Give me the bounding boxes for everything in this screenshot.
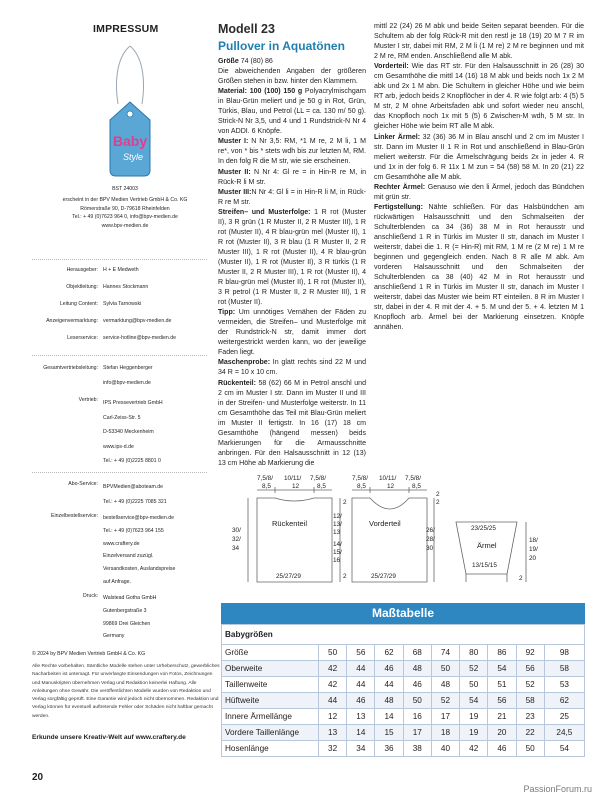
table-row (222, 725, 585, 741)
entry-label: Anzeigenvermarktung: (46, 318, 98, 324)
table-cell: 44 (347, 661, 375, 677)
paragraph-text: mittl 22 (24) 26 M abk und beide Seiten separat beenden. Für die Schultern ab der folg Rück-R mit den restl je 18 (19) 20 M 7 R im Muster I str, dabei mit RM, 2 M li (1 M re) 2 M re beginnen und mit 2 M re, RM enden. Anschließend alle M abk. (374, 23, 584, 61)
table-cell: 86 (488, 645, 516, 661)
table-cell: 40 (431, 741, 459, 757)
dim-label: 34 (232, 545, 240, 552)
entry-label: Herausgeber: (66, 267, 98, 273)
dim-label: 10/11/ (379, 475, 397, 482)
dim-label: 2 (343, 499, 347, 506)
table-cell: 21 (488, 709, 516, 725)
dim-label: 7,5/8/ (352, 475, 368, 482)
entry-line: Tel.: + 49 (0)2225 8801 0 (103, 458, 161, 464)
entry-value: service-hotline@bpv-medien.de (103, 335, 177, 341)
paragraph (218, 208, 366, 308)
table-cell: 23 (516, 709, 544, 725)
publisher-line: Römerstraße 90, D-79618 Rheinfelden (80, 205, 170, 212)
dim-label: 2 (519, 575, 523, 582)
legal-text: Alle Rechte vorbehalten. Sämtliche Modelle stehen unter Urheberschutz, gewerbliches Nacharbeiten ist untersagt. Für unverlangte Einsendungen von Fotos, Zeichnungen und Manuskripten übernehmen Verlag und Redaktion keinerlei Haftung. Alle Anleitungen ohne Gewähr. Die veröffentlichten Modelle wurden von Redaktion und Verlag sorgfältig geprüft. Eine Garantie wird jedoch nicht übernommen. Redaktion und Verlag können für eventuell auftretende Fehler oder Schäden nicht haftbar gemacht werden. (32, 664, 220, 719)
model-title: Pullover in Aquatönen (218, 39, 345, 53)
dim-label: 26/ (426, 527, 435, 534)
dim-label: 8,5 (317, 483, 326, 490)
dim-label: 8,5 (262, 483, 271, 490)
front-piece-outline (352, 498, 427, 582)
publisher-block (22, 196, 228, 230)
table-cell: 62 (544, 693, 584, 709)
paragraph-text: Die abweichenden Angaben der größeren Größen stehen in bzw. hinter den Klammern. (218, 68, 366, 86)
paragraph-heading: Tipp: (218, 309, 236, 317)
dim-label: 7,5/8/ (310, 475, 326, 482)
table-cell: 48 (431, 677, 459, 693)
entry-line: Stefan Heggenberger (103, 365, 153, 371)
entry-line: Walstead Gotha GmbH (103, 595, 157, 601)
table-cell: 18 (431, 725, 459, 741)
copyright: © 2024 by BPV Medien Vertrieb GmbH & Co. KG (32, 651, 146, 657)
table-row (222, 645, 585, 661)
dim-label: 13/15/15 (472, 562, 497, 569)
paragraph-text: N Nr 3,5: RM, *1 M re, 2 M li, 1 M re*, von * bis * stets wdh bis zur letzten M, RM. In den folg R die M str, wie sie erscheinen. (218, 138, 366, 166)
table-cell: 24,5 (544, 725, 584, 741)
table-row (222, 709, 585, 725)
table-cell: 12 (319, 709, 347, 725)
size-table-title: Maßtabelle (221, 603, 585, 624)
row-label: Innere Ärmellänge (222, 709, 319, 725)
entry-line: IPS Pressevertrieb GmbH (103, 400, 163, 406)
table-cell: 50 (319, 645, 347, 661)
entry-line: auf Anfrage. (103, 578, 131, 585)
entry-value (103, 512, 218, 589)
entry-line: D-53340 Meckenheim (103, 429, 154, 435)
paragraph-heading: Linker Ärmel: (374, 133, 421, 141)
table-cell: 56 (516, 661, 544, 677)
row-label: Hosenlänge (222, 741, 319, 757)
paragraph-heading: Größe (218, 58, 239, 65)
table-cell: 53 (544, 677, 584, 693)
table-cell: 14 (375, 709, 403, 725)
entry-line: Versandkosten, Auslandspreise (103, 566, 176, 573)
table-cell: 50 (431, 661, 459, 677)
paragraph (374, 183, 584, 203)
entry-line: info@bpv-medien.de (103, 379, 151, 386)
entry-value (103, 480, 218, 509)
table-cell: 15 (375, 725, 403, 741)
dim-label: 30 (426, 545, 434, 552)
row-label: Oberweite (222, 661, 319, 677)
table-cell: 20 (488, 725, 516, 741)
paragraph-heading: Muster I: (218, 138, 249, 146)
piece-name: Ärmel (477, 541, 497, 550)
paragraph-text: Polyacrylmischgarn in Blau-Grün meliert und je 50 g in Rot, Grün, Türkis, Blau, und Petrol (LL = ca. 130 m/ 50 g). Strick-N Nr 3,5, und 4 und 1 Rundstrick-N Nr 4 von ADDI. 6 Knöpfe. (218, 88, 366, 136)
pattern-schematic (222, 470, 592, 600)
table-cell: 80 (460, 645, 488, 661)
dim-label: 30/ (232, 527, 241, 534)
paragraph-heading: Streifen– und Musterfolge: (218, 208, 311, 216)
row-label: Taillenweite (222, 677, 319, 693)
table-cell: 51 (488, 677, 516, 693)
paragraph-heading: Material: 100 (100) 150 g (218, 88, 303, 96)
dim-label: 2 (436, 491, 440, 498)
dim-label: 10/11/ (284, 475, 302, 482)
paragraph-heading: Fertigstellung: (374, 203, 423, 211)
dim-label: 12 (292, 483, 300, 490)
dim-label: 16 (333, 557, 341, 564)
table-cell: 54 (544, 741, 584, 757)
paragraph-text: Wie das RT str. Für den Halsausschnitt in 26 (28) 30 cm Gesamthöhe die mittl 14 (16) 18 M abk und beids noch 1x 2 M abk und 2x 1 M abn. Die Schultern in gleicher Höhe und wie beim RT arb, jedoch beids 2 Knopflöcher in der 4. R wie folgt arb: 4 (5) 5 M str, 2 M ohne Arbeitsfaden abk und sofort wieder neu anschl, das Knopfloch noch 1x mit 5 (5) 6 Zwischen-M wdh, 5 M str. In gleicher Höhe wie beim RT alle M abk. (374, 63, 584, 131)
entry-line: BPVMedien@aboteam.de (103, 484, 164, 490)
entry-line: Einzelversand zuzügl. (103, 553, 154, 560)
row-label: Vordere Taillenlänge (222, 725, 319, 741)
table-cell: 58 (544, 661, 584, 677)
table-cell: 19 (460, 709, 488, 725)
table-cell: 46 (375, 661, 403, 677)
paragraph-text: Genauso wie den li Ärmel, jedoch das Bündchen mit grün str. (374, 183, 584, 201)
entry-label: Leitung Content: (59, 301, 98, 307)
entry-value (103, 396, 218, 469)
entry-line: Germany (103, 633, 125, 640)
paragraph (218, 87, 366, 137)
paragraph-text: N Nr 4: Gl re = in Hin-R re M, in Rück-R li M str. (218, 168, 366, 186)
table-cell: 54 (488, 661, 516, 677)
paragraph-text: 1 R rot (Muster II), 3 R grün (1 R Muster II, 2 R Muster III), 1 R rot (Muster II), 4 R blau-grün mel (Muster II), 1 R rot (Muster II), 3 R blau (1 R Muster II, 2 R Muster III), 1 R rot (Muster II), 4 R blau-grün (Muster II), 1 R rot (Muster II), 3 R türkis (1 R Muster II, 2 R Muster III), 1 R rot (Muster II), 4 R blau-grün mel (Muster II), 1 R rot (Muster II), 3 R petrol (1 R Muster II, 2 R Muster III), 1 R rot (Muster II). (218, 208, 366, 307)
dim-label: 7,5/8/ (405, 475, 421, 482)
table-cell: 14 (347, 725, 375, 741)
paragraph-text: Um unnötiges Vernähen der Fäden zu vermeiden, die Streifen– und Musterfolge mit der Rundstrick-N str, damit immer dort weitergestrickt werden kann, wo der jeweilige Faden liegt. (218, 309, 366, 357)
table-cell: 25 (544, 709, 584, 725)
entry-value: vermarktung@bpv-medien.de (103, 318, 172, 324)
table-cell: 50 (460, 677, 488, 693)
dim-label: 23/25/25 (471, 525, 496, 532)
paragraph (218, 379, 366, 469)
paragraph (218, 188, 366, 208)
table-cell: 52 (516, 677, 544, 693)
entry-value: Sylvia Tarnowski (103, 301, 142, 307)
dim-label: 8,5 (357, 483, 366, 490)
entry-line: Tel.: + 49 (0)2225 7085 321 (103, 498, 167, 505)
table-cell: 42 (319, 661, 347, 677)
entry-label: Vertrieb: (78, 397, 98, 403)
table-cell: 13 (319, 725, 347, 741)
dim-label: 14/ (333, 541, 342, 548)
paragraph-text: 58 (62) 66 M in Petrol anschl und 2 cm im Muster I str. Dann im Muster II und III in der Streifen- und Musterfolge weiterstr. In 11 cm Gesamthöhe das Teil mit Blau-Grün meliert im Muster II fertigstr. In 16 (17) 18 cm Gesamthöhe (hängend messen) beids Markierungen für die Armausschnitte anbringen. Für den Halsausschnitt in 12 (13) 13 cm Höhe ab Markierung die (218, 379, 366, 467)
table-cell: 22 (516, 725, 544, 741)
dim-label: 12 (387, 483, 395, 490)
table-cell: 46 (347, 693, 375, 709)
entry-line: www.ips-d.de (103, 443, 134, 450)
paragraph (374, 133, 584, 183)
paragraph (218, 67, 366, 87)
table-header: Babygrößen (222, 625, 585, 645)
row-label: Größe (222, 645, 319, 661)
table-row (222, 741, 585, 757)
entry-line: www.craftery.de (103, 540, 140, 547)
divider (32, 355, 207, 356)
paragraph-heading: Vorderteil: (374, 63, 409, 71)
table-cell: 46 (403, 677, 431, 693)
back-piece-outline (257, 498, 332, 582)
divider (32, 472, 207, 473)
row-label: Hüftweite (222, 693, 319, 709)
table-cell: 42 (460, 741, 488, 757)
table-cell: 44 (319, 693, 347, 709)
publisher-line: erscheint in der BPV Medien Vertrieb GmbH & Co. KG (62, 197, 188, 203)
paragraph-heading: Muster III: (218, 188, 252, 196)
table-row (222, 661, 585, 677)
entry-value: Hannes Stockmann (103, 284, 149, 290)
craftery-promo: Erkunde unsere Kreativ-Welt auf www.craftery.de (32, 734, 186, 741)
table-cell: 34 (347, 741, 375, 757)
dim-label: 12/ (333, 513, 342, 520)
instructions-column-2 (374, 22, 584, 333)
paragraph (218, 137, 366, 167)
table-cell: 50 (516, 741, 544, 757)
instructions-column-1 (218, 57, 366, 469)
dim-label: 28/ (426, 536, 435, 543)
paragraph-heading: Rechter Ärmel: (374, 183, 426, 191)
entry-label: Objektleitung: (66, 284, 98, 290)
dim-label: 25/27/29 (371, 573, 396, 580)
entry-label: Einzelbestellservice: (51, 513, 98, 519)
divider (32, 259, 207, 260)
dim-label: 2 (436, 499, 440, 506)
table-cell: 50 (403, 693, 431, 709)
table-cell: 44 (375, 677, 403, 693)
table-cell: 58 (516, 693, 544, 709)
paragraph-text: Nähte schließen. Für das Halsbündchen am rückwärtigen Halsausschnitt und den Schmalseiten der Schulterblenden ca 34 (36) 38 M in Rot herausstr und anschließend 1 R in Türkis im Muster II str, danach im Muster I weiterstr, dabei die 1. R (= Hin-R) mit RM, 1 M re (2 M re) 1 M re beginnen und gegengleich enden. Nach 8 R alle M abk. Am vorderen Halsausschnitt und den Schmalseiten der Schulterblenden ca 38 (40) 42 M in Rot herausstr und anschließend 1 R in Türkis im Muster II str, danach im Muster I weiterstr, dabei das Muster wie beim RT einteilen. 8 R im Muster I str, dabei in der 4. R mit der 4. + 5. M und der 5. + 4. letzten M 1 Knopfloch arb. Ärmel bei der Markierung einsetzen. Knöpfe annähen. (374, 203, 584, 332)
table-row (222, 677, 585, 693)
entry-value (103, 592, 218, 643)
table-header-row (222, 625, 585, 645)
table-cell: 38 (403, 741, 431, 757)
dim-label: 2 (343, 573, 347, 580)
paragraph-heading: Maschenprobe: (218, 359, 271, 367)
table-cell: 56 (347, 645, 375, 661)
table-cell: 62 (375, 645, 403, 661)
paragraph (374, 203, 584, 334)
entry-line: Gutenbergstraße 3 (103, 607, 147, 614)
paragraph (218, 358, 366, 378)
table-cell: 16 (403, 709, 431, 725)
table-cell: 48 (375, 693, 403, 709)
bst-number: BST 24003 (112, 186, 138, 192)
table-cell: 13 (347, 709, 375, 725)
dim-label: 19/ (529, 546, 538, 553)
paragraph (374, 22, 584, 62)
dim-label: 7,5/8/ (257, 475, 273, 482)
entry-value: H + E Medweth (103, 267, 139, 273)
paragraph-text: In glatt rechts sind 22 M und 34 R = 10 x 10 cm. (218, 359, 366, 377)
publisher-line: www.bpv-medien.de (101, 222, 149, 229)
paragraph (218, 57, 366, 67)
table-cell: 36 (375, 741, 403, 757)
piece-name: Rückenteil (272, 519, 308, 528)
dim-label: 13 (333, 529, 341, 536)
table-cell: 42 (319, 677, 347, 693)
dim-label: 25/27/29 (276, 573, 301, 580)
paragraph-text: 74 (80) 86 (238, 58, 273, 65)
publisher-line: Tel.: + 49 (0)7623 964 0, info@bpv-medien.de (72, 214, 178, 221)
entry-value (103, 364, 218, 387)
table-cell: 92 (516, 645, 544, 661)
piece-name: Vorderteil (369, 519, 401, 528)
tag-text: Baby (112, 133, 148, 149)
paragraph-text: 32 (36) 36 M in Blau anschl und 2 cm im Muster I str. Dann im Muster II 1 R in Rot und anschließend in Blau-Grün meliert weiterstr. Für die Ärmelschrägung beids 2x in jeder 4. R und 1x in der folg 6. R 11x 1 M zun = 54 (58) 58 M. In 20 (21) 22 cm Gesamthöhe alle M abk. (374, 133, 584, 181)
table-cell: 17 (403, 725, 431, 741)
table-cell: 32 (319, 741, 347, 757)
entry-label: Abo-Service: (68, 481, 98, 487)
table-cell: 52 (460, 661, 488, 677)
baby-style-tag-logo (100, 42, 160, 187)
table-cell: 17 (431, 709, 459, 725)
paragraph-text: N Nr 4: Gl li = in Hin-R li M, in Rück-R re M str. (218, 188, 367, 206)
table-cell: 46 (488, 741, 516, 757)
table-cell: 48 (403, 661, 431, 677)
dim-label: 32/ (232, 536, 241, 543)
paragraph (218, 168, 366, 188)
entry-line: Carl-Zeiss-Str. 5 (103, 414, 141, 421)
watermark: PassionForum.ru (523, 784, 592, 794)
table-cell: 44 (347, 677, 375, 693)
dim-label: 18/ (529, 537, 538, 544)
table-cell: 68 (403, 645, 431, 661)
paragraph (218, 308, 366, 358)
entry-line: Tel.: + 49 (0)7623 964 155 (103, 527, 164, 534)
tag-subtext: Style (122, 152, 144, 162)
entry-line: bestellservice@bpv-medien.de (103, 515, 175, 521)
table-cell: 56 (488, 693, 516, 709)
dim-label: 13/ (333, 521, 342, 528)
paragraph-heading: Muster II: (218, 168, 251, 176)
entry-label: Gesamtvertriebsleitung: (43, 365, 98, 371)
table-cell: 54 (460, 693, 488, 709)
paragraph-heading: Rückenteil: (218, 379, 256, 387)
table-cell: 98 (544, 645, 584, 661)
table-row (222, 693, 585, 709)
page-number: 20 (32, 772, 44, 783)
entry-label: Druck: (83, 593, 98, 599)
size-table (221, 624, 585, 757)
model-number: Modell 23 (218, 22, 275, 36)
dim-label: 20 (529, 555, 537, 562)
entry-line: 99869 Drei Gleichen (103, 620, 151, 627)
table-cell: 52 (431, 693, 459, 709)
entry-label: Leserservice: (67, 335, 98, 341)
impressum-title: IMPRESSUM (93, 23, 159, 35)
table-cell: 74 (431, 645, 459, 661)
paragraph (374, 62, 584, 132)
dim-label: 8,5 (412, 483, 421, 490)
dim-label: 15/ (333, 549, 342, 556)
table-cell: 19 (460, 725, 488, 741)
